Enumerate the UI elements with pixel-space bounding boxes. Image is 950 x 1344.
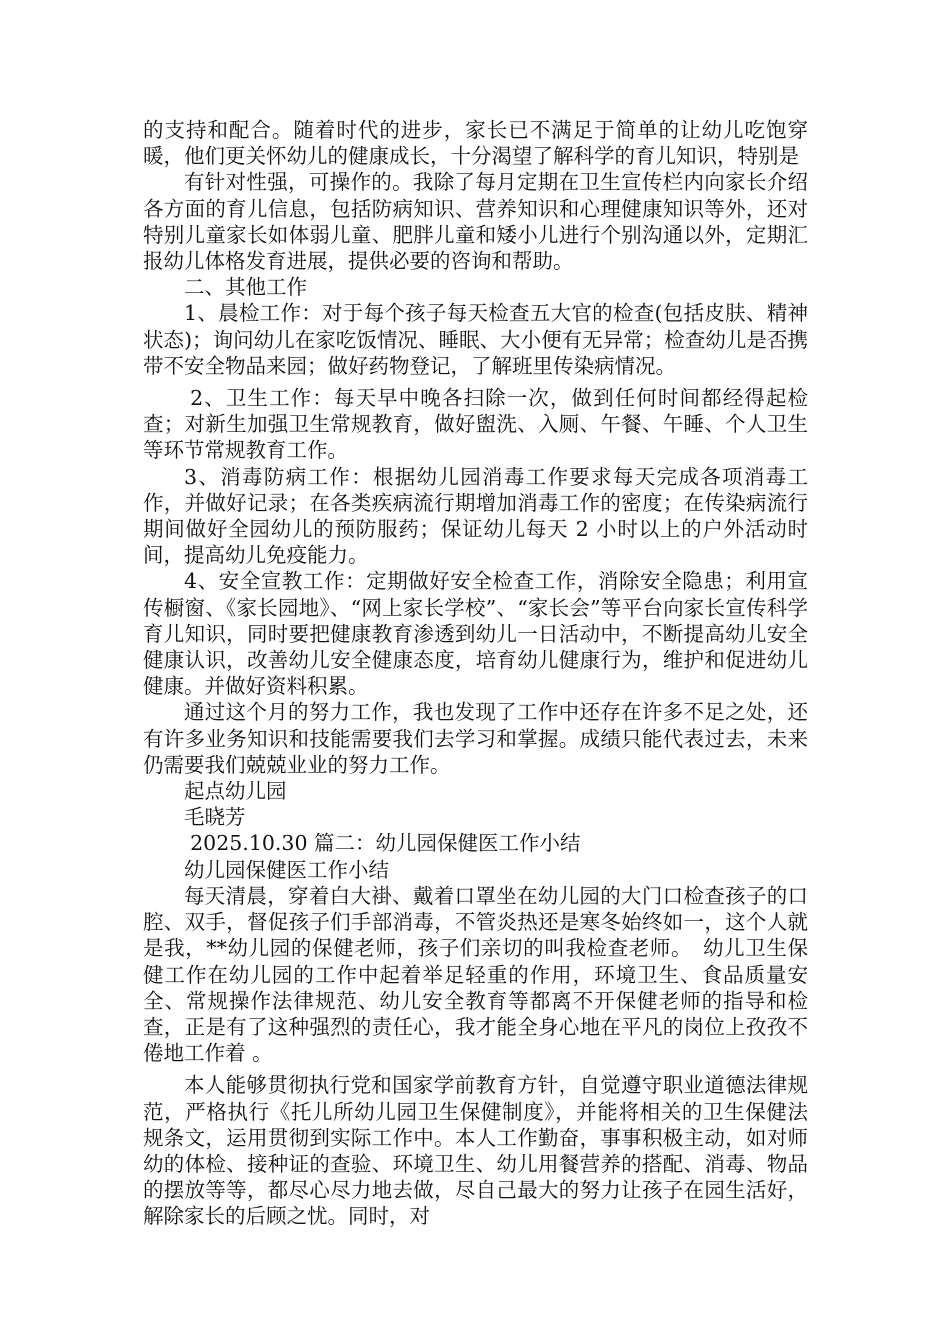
- part-two-heading: 幼儿园保健医工作小结: [184, 857, 389, 882]
- paragraph-summary: 通过这个月的努力工作，我也发现了工作中还存在许多不足之处，还有许多业务知识和技能需要我们去学习和掌握。成绩只能代表过去，未来仍需要我们兢兢业业的努力工作。: [143, 700, 808, 777]
- section-heading-other-work: 二、其他工作: [184, 275, 307, 300]
- paragraph-safety-education: 4、安全宣教工作：定期做好安全检查工作，消除安全隐患；利用宣传橱窗、《家长园地》、“网上家长学校”、“家长会”等平台向家长宣传科学育儿知识，同时要把健康教育渗透到幼儿一日活动中，不断提高幼儿安全健康认识，改善幼儿安全健康态度，培育幼儿健康行为，维护和促进幼儿健康。并做好资料积累。: [143, 569, 808, 699]
- paragraph-parent-communication: 有针对性强，可操作的。我除了每月定期在卫生宣传栏内向家长介绍各方面的育儿信息，包括防病知识、营养知识和心理健康知识等外，还对特别儿童家长如体弱儿童、肥胖儿童和矮小儿进行个别沟通以外，定期汇报幼儿体格发育进展，提供必要的咨询和帮助。: [143, 170, 808, 274]
- paragraph-disinfection-work: 3、消毒防病工作：根据幼儿园消毒工作要求每天完成各项消毒工作，并做好记录；在各类疾病流行期增加消毒工作的密度；在传染病流行期间做好全园幼儿的预防服药；保证幼儿每天 2 小时以上的户外活动时间，提高幼儿免疫能力。: [143, 464, 808, 568]
- document-body: [143, 117, 808, 1230]
- signature-author: 毛晓芳: [184, 805, 246, 830]
- paragraph-hygiene-work: 2、卫生工作：每天早中晚各扫除一次，做到任何时间都经得起检查；对新生加强卫生常规教育，做好盥洗、入厕、午餐、午睡、个人卫生等环节常规教育工作。: [143, 386, 808, 463]
- paragraph-policy-implementation: 本人能够贯彻执行党和国家学前教育方针，自觉遵守职业道德法律规范，严格执行《托儿所幼儿园卫生保健制度》，并能将相关的卫生保健法规条文，运用贯彻到实际工作中。本人工作勤奋，事事积极主动，如对师幼的体检、接种证的查验、环境卫生、幼儿用餐营养的搭配、消毒、物品的摆放等等，都尽心尽力地去做，尽自己最大的努力让孩子在园生活好，解除家长的后顾之忧。同时，对: [143, 1073, 808, 1229]
- paragraph-continuation: 的支持和配合。随着时代的进步，家长已不满足于简单的让幼儿吃饱穿暖，他们更关怀幼儿的健康成长，十分渴望了解科学的育儿知识，特别是: [143, 118, 808, 169]
- paragraph-morning-check: 1、晨检工作：对于每个孩子每天检查五大官的检查(包括皮肤、精神状态)；询问幼儿在家吃饭情况、睡眠、大小便有无异常；检查幼儿是否携带不安全物品来园；做好药物登记，了解班里传染病情况。: [143, 301, 808, 378]
- paragraph-daily-routine: 每天清晨，穿着白大褂、戴着口罩坐在幼儿园的大门口检查孩子的口腔、双手，督促孩子们手部消毒，不管炎热还是寒冬始终如一，这个人就是我，**幼儿园的保健老师，孩子们亲切的叫我检查老师。 幼儿卫生保健工作在幼儿园的工作中起着举足轻重的作用，环境卫生、食品质量安全、常规操作法律规范、幼儿安全教育等都离不开保健老师的指导和检查，正是有了这种强烈的责任心，我才能全身心地在平凡的岗位上孜孜不倦地工作着 。: [143, 883, 808, 1066]
- signature-kindergarten: 起点幼儿园: [184, 779, 287, 804]
- date-and-part-two-title: 2025.10.30 篇二：幼儿园保健医工作小结: [190, 831, 581, 856]
